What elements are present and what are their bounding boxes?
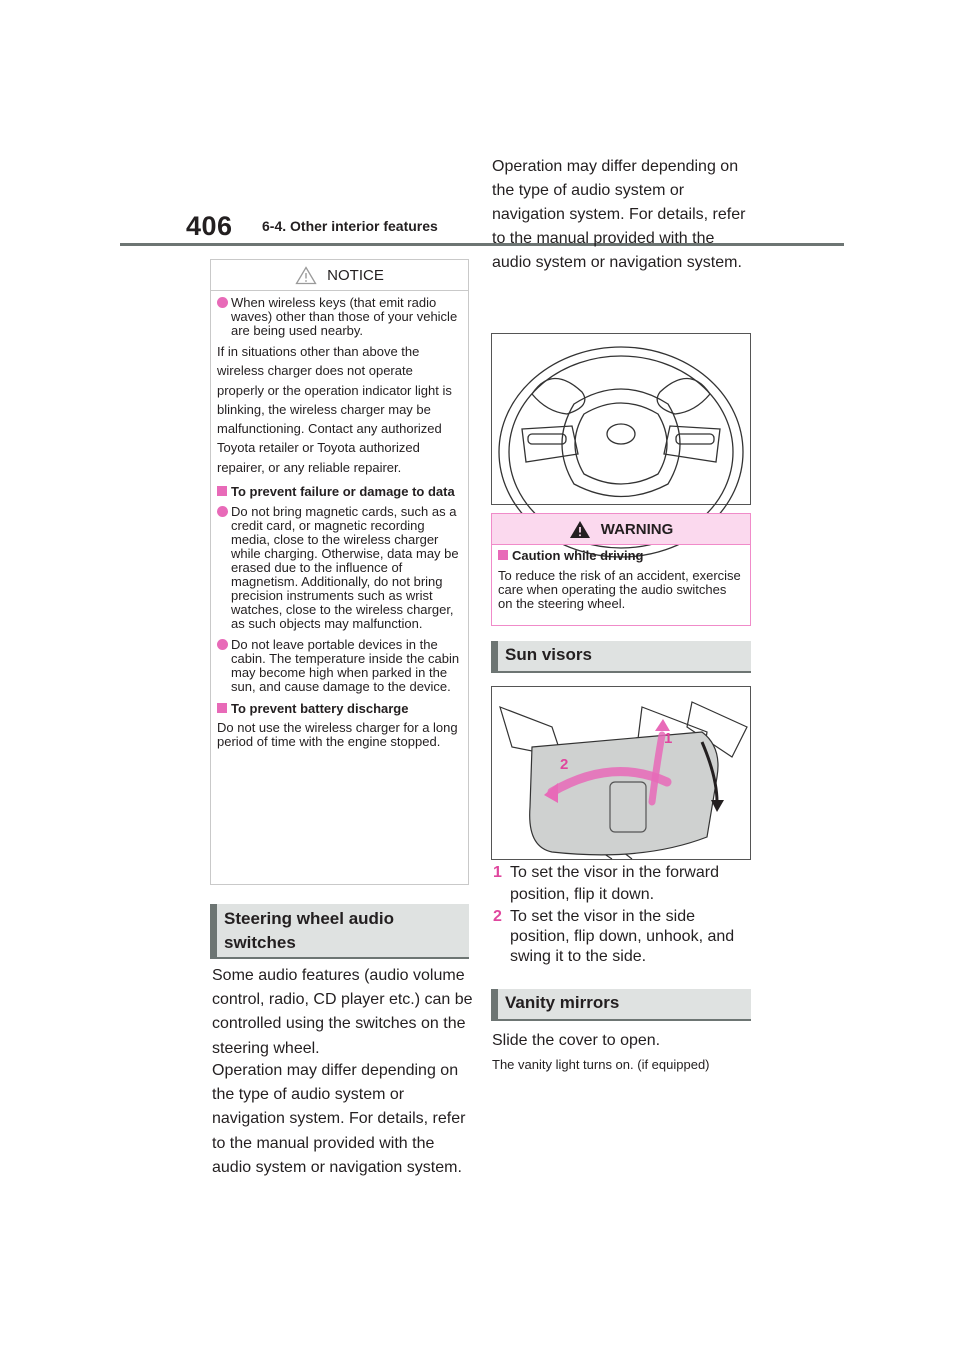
notice-bullet (217, 296, 460, 338)
vanity-note: The vanity light turns on. (if equipped) (492, 1057, 710, 1072)
bullet-dot-icon (217, 639, 228, 650)
notice-subheading (217, 702, 460, 716)
caution-triangle-icon (295, 266, 317, 285)
notice-box (210, 259, 469, 885)
notice-subheading-text: To prevent battery discharge (231, 701, 409, 717)
steering-paragraph-2-continued (492, 157, 754, 323)
notice-bullet-text: Do not leave portable devices in the cabin. The temperature inside the cabin may become high when parked in the sun, and cause damage to the device. (231, 637, 460, 695)
warning-body (492, 545, 750, 611)
step-2-text: To set the visor in the side position, flip down, unhook, and swing it to the side. (510, 908, 735, 965)
notice-title: NOTICE (327, 266, 384, 284)
bullet-square-icon (217, 703, 227, 713)
steering-paragraph-2: Operation may differ depending on the type of audio system or navigation system. For details, refer to the manual provided with the audio system or navigation system. (212, 1062, 466, 1176)
bullet-square-icon (498, 550, 508, 560)
notice-bullet-text: When wireless keys (that emit radio waves) other than those of your vehicle are being used nearby. (231, 295, 458, 338)
sun-visor-illustration (492, 687, 750, 859)
steering-section-heading (210, 904, 469, 959)
notice-subheading-text: To prevent failure or damage to data (231, 484, 455, 500)
notice-header (211, 260, 468, 291)
bullet-square-icon (217, 486, 227, 496)
vanity-text: Slide the cover to open. (492, 1032, 661, 1049)
notice-bullet (217, 505, 460, 631)
notice-paragraph: Do not use the wireless charger for a long period of time with the engine stopped. (217, 720, 458, 750)
visor-callout-1: 1 (664, 730, 673, 747)
warning-triangle-icon (569, 520, 591, 539)
notice-bullet (217, 638, 460, 694)
notice-bullet-text: Do not bring magnetic cards, such as a credit card, or magnetic recording media, close to the wireless charger while charging. Otherwise, data may be erased due to the influence of magnetism. Additionally, do not bring precision instruments such as wrist watches, close to the wireless charger, as such objects may malfunction. (231, 504, 459, 632)
page-number: 406 (186, 211, 233, 241)
visor-callout-2: 2 (560, 756, 569, 773)
steering-heading-line: Steering wheel audio (224, 909, 395, 928)
step-1-number: 1 (493, 864, 502, 881)
step-1-text: To set the visor in the forward position, flip it down. (510, 864, 719, 903)
warning-subheading-text: Caution while driving (512, 548, 644, 563)
sun-visor-step-2 (493, 907, 753, 967)
steering-paragraph-2-continued-text: Operation may differ depending on the type of audio system or navigation system. For details, refer to the manual provided with the audio system or navigation system. (492, 157, 746, 272)
warning-title: WARNING (600, 520, 674, 538)
sun-visor-step-1 (493, 862, 753, 906)
bullet-dot-icon (217, 506, 228, 517)
steering-wheel-figure (491, 333, 751, 505)
bullet-dot-icon (217, 297, 228, 308)
steering-wheel-illustration (492, 334, 750, 504)
warning-header (492, 514, 750, 545)
steering-paragraph-1: Some audio features (audio volume control, radio, CD player etc.) can be controlled using the switches on the steering wheel. (212, 967, 473, 1057)
sun-visors-heading: Sun visors (491, 641, 751, 673)
notice-body (211, 296, 468, 749)
step-2-number: 2 (493, 908, 502, 925)
warning-subheading (498, 549, 742, 563)
notice-subheading (217, 485, 460, 499)
vanity-mirrors-heading: Vanity mirrors (491, 989, 751, 1021)
sun-visor-figure (491, 686, 751, 860)
section-title: 6-4. Other interior features (262, 218, 438, 234)
warning-box (491, 513, 751, 626)
warning-text: To reduce the risk of an accident, exercise care when operating the audio switches on the steering wheel. (498, 568, 741, 611)
notice-paragraph: If in situations other than above the wireless charger does not operate properly or the operation indicator light is blinking, the wireless charger may be malfunctioning. Contact any authorized Toyota retailer or Toyota authorized repairer, or any reliable repairer. (217, 344, 452, 475)
steering-heading-line: switches (224, 933, 296, 952)
